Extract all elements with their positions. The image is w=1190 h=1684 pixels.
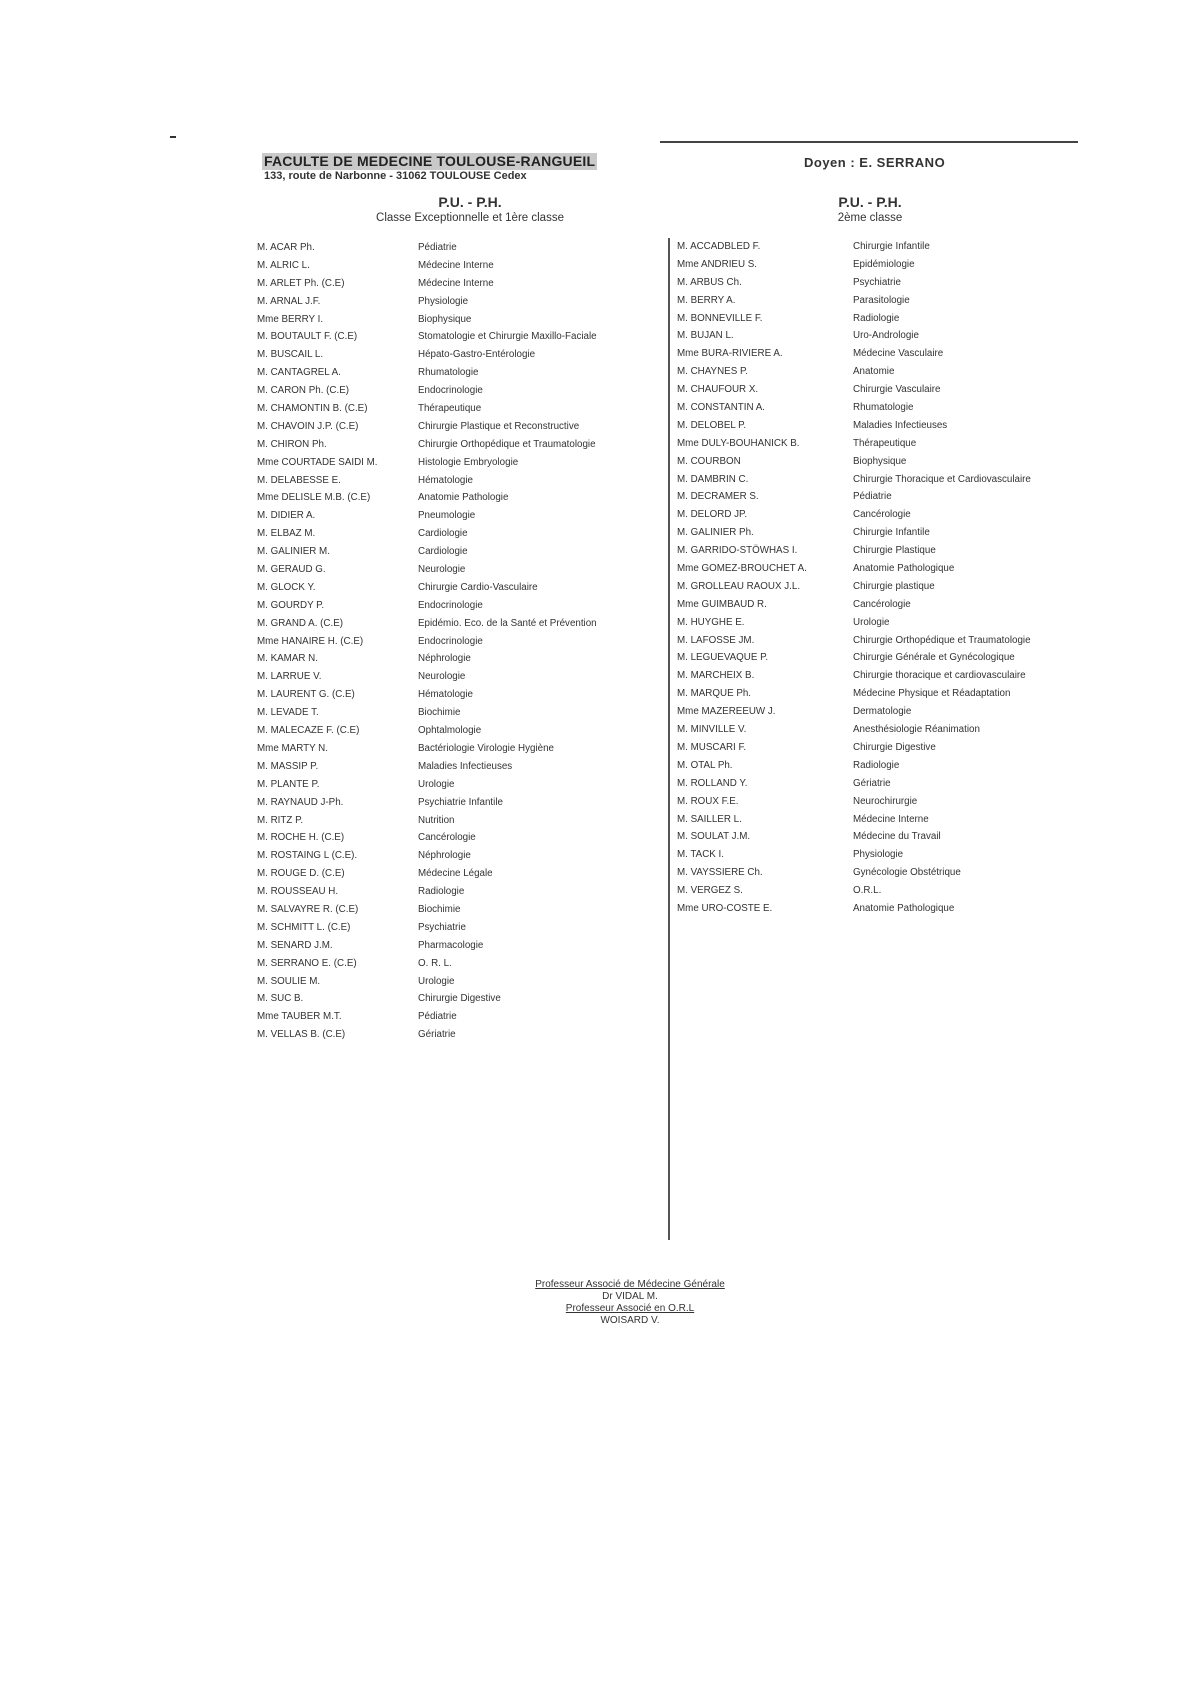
list-item xyxy=(257,382,637,400)
list-item xyxy=(257,561,637,579)
professor-name: M. BUSCAIL L. xyxy=(257,349,324,361)
assoc-orl-name: WOISARD V. xyxy=(600,1315,660,1326)
specialty: Cardiologie xyxy=(418,546,468,558)
specialty: Maladies Infectieuses xyxy=(418,760,513,772)
specialty: Thérapeutique xyxy=(418,403,482,415)
list-item xyxy=(257,1026,637,1044)
professor-name: M. VAYSSIERE Ch. xyxy=(677,867,763,879)
professor-name: M. SCHMITT L. (C.E) xyxy=(257,921,351,933)
professor-name: M. ARBUS Ch. xyxy=(677,276,742,288)
specialty: O.R.L. xyxy=(853,885,882,897)
specialty: Endocrinologie xyxy=(418,635,483,647)
specialty: Thérapeutique xyxy=(853,437,917,449)
list-item xyxy=(677,524,1077,542)
professor-name: M. RITZ P. xyxy=(257,814,304,826)
specialty: Radiologie xyxy=(418,886,465,898)
list-item xyxy=(257,311,637,329)
specialty: Epidémio. Eco. de la Santé et Prévention xyxy=(418,617,597,629)
professor-name: Mme DELISLE M.B. (C.E) xyxy=(257,492,371,504)
list-item xyxy=(257,239,637,257)
professor-name: M. MARQUE Ph. xyxy=(677,688,752,700)
specialty: Chirurgie Orthopédique et Traumatologie xyxy=(853,634,1031,646)
professor-name: M. ROLLAND Y. xyxy=(677,777,748,789)
specialty: Pédiatrie xyxy=(418,242,457,253)
professor-name: M. ROCHE H. (C.E) xyxy=(257,832,345,844)
specialty: Biophysique xyxy=(853,455,907,467)
specialty: Cardiologie xyxy=(418,528,468,540)
list-item xyxy=(257,865,637,883)
specialty: Médecine du Travail xyxy=(853,831,941,843)
list-item xyxy=(677,649,1077,667)
list-item xyxy=(257,579,637,597)
professor-name: M. ALRIC L. xyxy=(257,259,310,271)
professor-name: M. GARRIDO-STÖWHAS I. xyxy=(677,545,798,557)
list-item xyxy=(257,722,637,740)
list-item xyxy=(257,525,637,543)
professor-name: M. DELOBEL P. xyxy=(677,419,747,431)
specialty: Nutrition xyxy=(418,814,455,826)
scan-mark xyxy=(170,136,176,138)
professor-name: M. ELBAZ M. xyxy=(257,528,316,540)
professor-name: M. CHAVOIN J.P. (C.E) xyxy=(257,420,359,432)
list-item xyxy=(677,739,1077,757)
professor-name: M. ARLET Ph. (C.E) xyxy=(257,277,345,289)
professor-name: M. GALINIER M. xyxy=(257,546,330,558)
specialty: Urologie xyxy=(418,778,455,790)
specialty: Chirurgie Infantile xyxy=(853,241,930,252)
list-item xyxy=(677,292,1077,310)
specialty: Néphrologie xyxy=(418,653,471,665)
professor-name: M. CHAYNES P. xyxy=(677,366,748,378)
specialty: Gynécologie Obstétrique xyxy=(853,867,961,879)
specialty: Chirurgie Cardio-Vasculaire xyxy=(418,581,538,593)
professor-name: M. SALVAYRE R. (C.E) xyxy=(257,903,359,915)
list-item xyxy=(257,901,637,919)
professor-name: M. LEGUEVAQUE P. xyxy=(677,652,769,664)
list-item xyxy=(677,274,1077,292)
specialty: Epidémiologie xyxy=(853,258,915,270)
professor-name: M. OTAL Ph. xyxy=(677,759,733,771)
professor-name: M. DELORD JP. xyxy=(677,509,748,521)
professor-name: M. GRAND A. (C.E) xyxy=(257,617,344,629)
list-item xyxy=(677,256,1077,274)
specialty: Pédiatrie xyxy=(418,1011,457,1023)
professor-name: M. CONSTANTIN A. xyxy=(677,402,765,414)
professor-name: Mme GOMEZ-BROUCHET A. xyxy=(677,563,807,575)
professor-name: M. SAILLER L. xyxy=(677,813,742,825)
specialty: Histologie Embryologie xyxy=(418,456,519,468)
professor-name: M. GERAUD G. xyxy=(257,564,326,576)
list-item xyxy=(257,454,637,472)
specialty: Cancérologie xyxy=(853,509,911,521)
specialty: Maladies Infectieuses xyxy=(853,419,948,431)
list-item xyxy=(257,293,637,311)
dean-name: Doyen : E. SERRANO xyxy=(804,155,946,170)
specialty: Ophtalmologie xyxy=(418,725,482,737)
specialty: O. R. L. xyxy=(418,957,452,969)
specialty: Médecine Interne xyxy=(853,813,929,825)
professor-name: Mme HANAIRE H. (C.E) xyxy=(257,635,364,647)
specialty: Endocrinologie xyxy=(418,599,483,611)
list-item xyxy=(257,633,637,651)
professor-name: Mme COURTADE SAIDI M. xyxy=(257,456,378,468)
professor-name: M. LARRUE V. xyxy=(257,671,322,683)
list-item xyxy=(257,829,637,847)
list-item xyxy=(677,310,1077,328)
professor-name: M. DECRAMER S. xyxy=(677,491,759,503)
left-professor-list xyxy=(257,239,637,1044)
professor-name: M. GROLLEAU RAOUX J.L. xyxy=(677,580,801,592)
specialty: Gériatrie xyxy=(418,1029,456,1041)
specialty: Gériatrie xyxy=(853,777,891,789)
professor-name: M. ROSTAING L (C.E). xyxy=(257,850,358,862)
professor-name: M. DIDIER A. xyxy=(257,510,316,522)
specialty: Biochimie xyxy=(418,707,461,719)
specialty: Chirurgie plastique xyxy=(853,580,935,592)
left-subheading: Classe Exceptionnelle et 1ère classe xyxy=(376,212,564,224)
list-item xyxy=(677,453,1077,471)
professor-name: M. LAFOSSE JM. xyxy=(677,634,755,646)
list-item xyxy=(677,435,1077,453)
specialty: Pharmacologie xyxy=(418,939,484,951)
specialty: Physiologie xyxy=(853,849,904,861)
professor-name: Mme BERRY I. xyxy=(257,313,324,325)
specialty: Cancérologie xyxy=(853,598,911,610)
assoc-orl-title: Professeur Associé en O.R.L xyxy=(565,1303,695,1314)
professor-name: M. BUJAN L. xyxy=(677,330,734,342)
specialty: Physiologie xyxy=(418,295,469,307)
specialty: Hématologie xyxy=(418,474,474,486)
specialty: Neurologie xyxy=(418,564,466,576)
professor-name: M. ACCADBLED F. xyxy=(677,241,761,252)
specialty: Chirurgie thoracique et cardiovasculaire xyxy=(853,670,1026,682)
specialty: Stomatologie et Chirurgie Maxillo-Faciale xyxy=(418,331,597,343)
specialty: Anesthésiologie Réanimation xyxy=(853,724,980,736)
specialty: Chirurgie Orthopédique et Traumatologie xyxy=(418,438,596,450)
list-item xyxy=(677,596,1077,614)
professor-name: Mme TAUBER M.T. xyxy=(257,1011,342,1023)
professor-name: M. LAURENT G. (C.E) xyxy=(257,689,355,701)
specialty: Hématologie xyxy=(418,689,474,701)
specialty: Médecine Interne xyxy=(418,259,494,271)
specialty: Chirurgie Générale et Gynécologique xyxy=(853,652,1015,664)
list-item xyxy=(677,900,1077,918)
professor-name: M. DAMBRIN C. xyxy=(677,473,749,485)
list-item xyxy=(257,472,637,490)
assoc-mg-title: Professeur Associé de Médecine Générale xyxy=(535,1279,725,1290)
specialty: Biochimie xyxy=(418,903,461,915)
professor-name: M. ROUX F.E. xyxy=(677,795,739,807)
professor-name: M. GALINIER Ph. xyxy=(677,527,754,539)
specialty: Néphrologie xyxy=(418,850,471,862)
list-item xyxy=(257,507,637,525)
specialty: Anatomie xyxy=(853,366,895,378)
list-item xyxy=(257,489,637,507)
list-item xyxy=(677,542,1077,560)
list-item xyxy=(257,973,637,991)
specialty: Chirurgie Infantile xyxy=(853,527,930,539)
list-item xyxy=(677,399,1077,417)
specialty: Médecine Physique et Réadaptation xyxy=(853,688,1011,700)
list-item xyxy=(677,417,1077,435)
specialty: Médecine Vasculaire xyxy=(853,348,944,360)
professor-name: M. VERGEZ S. xyxy=(677,885,743,897)
list-item xyxy=(257,597,637,615)
list-item xyxy=(257,1008,637,1026)
specialty: Neurochirurgie xyxy=(853,795,918,807)
professor-name: M. MUSCARI F. xyxy=(677,741,747,753)
professor-name: Mme DULY-BOUHANICK B. xyxy=(677,437,800,449)
left-heading: P.U. - P.H. xyxy=(438,194,502,210)
specialty: Radiologie xyxy=(853,759,900,771)
specialty: Endocrinologie xyxy=(418,385,483,397)
professor-name: M. HUYGHE E. xyxy=(677,616,745,628)
list-item xyxy=(257,615,637,633)
professor-name: M. MALECAZE F. (C.E) xyxy=(257,725,360,737)
list-item xyxy=(677,864,1077,882)
professor-name: M. CARON Ph. (C.E) xyxy=(257,385,349,397)
professor-name: M. BERRY A. xyxy=(677,294,736,306)
list-item xyxy=(677,846,1077,864)
professor-name: M. KAMAR N. xyxy=(257,653,318,665)
professor-name: M. ARNAL J.F. xyxy=(257,295,321,307)
list-item xyxy=(677,614,1077,632)
list-item xyxy=(677,793,1077,811)
list-item xyxy=(677,882,1077,900)
professor-name: M. MASSIP P. xyxy=(257,760,319,772)
faculty-address: 133, route de Narbonne - 31062 TOULOUSE Cedex xyxy=(264,170,527,182)
list-item xyxy=(677,757,1077,775)
list-item xyxy=(257,543,637,561)
list-item xyxy=(257,686,637,704)
specialty: Psychiatrie xyxy=(853,276,901,288)
list-item xyxy=(677,828,1077,846)
list-item xyxy=(677,667,1077,685)
list-item xyxy=(677,363,1077,381)
specialty: Urologie xyxy=(853,616,890,628)
professor-name: Mme BURA-RIVIERE A. xyxy=(677,348,783,360)
professor-name: M. ROUGE D. (C.E) xyxy=(257,868,345,880)
list-item xyxy=(677,632,1077,650)
professor-name: M. DELABESSE E. xyxy=(257,474,341,486)
professor-name: M. BONNEVILLE F. xyxy=(677,312,763,324)
professor-name: M. BOUTAULT F. (C.E) xyxy=(257,331,358,343)
list-item xyxy=(677,775,1077,793)
professor-name: Mme ANDRIEU S. xyxy=(677,258,758,270)
professor-name: M. CHAUFOUR X. xyxy=(677,384,759,396)
footer-associates xyxy=(480,1279,780,1327)
specialty: Uro-Andrologie xyxy=(853,330,919,342)
list-item xyxy=(257,400,637,418)
right-column-header xyxy=(780,193,960,225)
specialty: Chirurgie Digestive xyxy=(418,993,501,1005)
professor-name: Mme URO-COSTE E. xyxy=(677,902,773,914)
professor-name: M. CHAMONTIN B. (C.E) xyxy=(257,403,368,415)
specialty: Rhumatologie xyxy=(853,402,914,414)
specialty: Chirurgie Plastique xyxy=(853,545,936,557)
specialty: Cancérologie xyxy=(418,832,476,844)
specialty: Bactériologie Virologie Hygiène xyxy=(418,742,554,754)
professor-name: M. SERRANO E. (C.E) xyxy=(257,957,357,969)
list-item xyxy=(257,328,637,346)
list-item xyxy=(257,847,637,865)
list-item xyxy=(257,668,637,686)
specialty: Chirurgie Vasculaire xyxy=(853,384,941,396)
left-column-header xyxy=(320,193,620,225)
list-item xyxy=(257,883,637,901)
list-item xyxy=(677,488,1077,506)
specialty: Urologie xyxy=(418,975,455,987)
specialty: Anatomie Pathologie xyxy=(418,492,509,504)
professor-name: M. SENARD J.M. xyxy=(257,939,333,951)
professor-name: M. GLOCK Y. xyxy=(257,581,316,593)
specialty: Pédiatrie xyxy=(853,491,892,503)
list-item xyxy=(257,740,637,758)
list-item xyxy=(257,776,637,794)
list-item xyxy=(257,436,637,454)
professor-name: M. MINVILLE V. xyxy=(677,724,747,736)
professor-name: M. SOULAT J.M. xyxy=(677,831,751,843)
list-item xyxy=(257,418,637,436)
list-item xyxy=(677,345,1077,363)
professor-name: Mme MAZEREEUW J. xyxy=(677,706,776,718)
professor-name: M. CHIRON Ph. xyxy=(257,438,327,450)
top-rule xyxy=(660,141,1078,143)
professor-name: M. PLANTE P. xyxy=(257,778,320,790)
faculty-title: FACULTE DE MEDECINE TOULOUSE-RANGUEIL xyxy=(264,153,596,169)
list-item xyxy=(257,257,637,275)
specialty: Rhumatologie xyxy=(418,367,479,379)
list-item xyxy=(677,506,1077,524)
list-item xyxy=(677,811,1077,829)
specialty: Biophysique xyxy=(418,313,472,325)
list-item xyxy=(257,919,637,937)
list-item xyxy=(257,937,637,955)
list-item xyxy=(677,703,1077,721)
list-item xyxy=(257,275,637,293)
list-item xyxy=(257,346,637,364)
list-item xyxy=(257,990,637,1008)
list-item xyxy=(257,704,637,722)
specialty: Psychiatrie xyxy=(418,921,466,933)
list-item xyxy=(677,327,1077,345)
professor-name: M. LEVADE T. xyxy=(257,707,319,719)
professor-name: M. CANTAGREL A. xyxy=(257,367,341,379)
list-item xyxy=(257,364,637,382)
professor-name: M. MARCHEIX B. xyxy=(677,670,755,682)
list-item xyxy=(257,758,637,776)
right-heading: P.U. - P.H. xyxy=(838,194,902,210)
list-item xyxy=(257,955,637,973)
list-item xyxy=(677,381,1077,399)
list-item xyxy=(677,578,1077,596)
specialty: Hépato-Gastro-Entérologie xyxy=(418,349,536,361)
professor-name: M. ACAR Ph. xyxy=(257,242,315,253)
professor-name: M. SUC B. xyxy=(257,993,304,1005)
column-divider xyxy=(668,238,670,1240)
specialty: Chirurgie Digestive xyxy=(853,741,936,753)
specialty: Parasitologie xyxy=(853,294,910,306)
list-item xyxy=(257,650,637,668)
list-item xyxy=(677,560,1077,578)
list-item xyxy=(257,794,637,812)
list-item xyxy=(677,471,1077,489)
specialty: Médecine Interne xyxy=(418,277,494,289)
specialty: Neurologie xyxy=(418,671,466,683)
specialty: Psychiatrie Infantile xyxy=(418,796,503,808)
professor-name: M. COURBON xyxy=(677,455,741,467)
professor-name: M. SOULIE M. xyxy=(257,975,321,987)
specialty: Chirurgie Thoracique et Cardiovasculaire xyxy=(853,473,1031,485)
specialty: Pneumologie xyxy=(418,510,476,522)
list-item xyxy=(677,685,1077,703)
professor-name: Mme GUIMBAUD R. xyxy=(677,598,767,610)
specialty: Anatomie Pathologique xyxy=(853,563,955,575)
specialty: Anatomie Pathologique xyxy=(853,902,955,914)
list-item xyxy=(677,238,1077,256)
professor-name: M. TACK I. xyxy=(677,849,724,861)
right-professor-list xyxy=(677,238,1077,918)
list-item xyxy=(677,721,1077,739)
specialty: Dermatologie xyxy=(853,706,912,718)
professor-name: M. VELLAS B. (C.E) xyxy=(257,1029,346,1041)
right-subheading: 2ème classe xyxy=(837,212,903,224)
specialty: Radiologie xyxy=(853,312,900,324)
professor-name: M. RAYNAUD J-Ph. xyxy=(257,796,344,808)
assoc-mg-name: Dr VIDAL M. xyxy=(602,1291,658,1302)
professor-name: M. GOURDY P. xyxy=(257,599,325,611)
professor-name: M. ROUSSEAU H. xyxy=(257,886,339,898)
professor-name: Mme MARTY N. xyxy=(257,742,328,754)
specialty: Médecine Légale xyxy=(418,868,493,880)
list-item xyxy=(257,812,637,830)
specialty: Chirurgie Plastique et Reconstructive xyxy=(418,420,580,432)
